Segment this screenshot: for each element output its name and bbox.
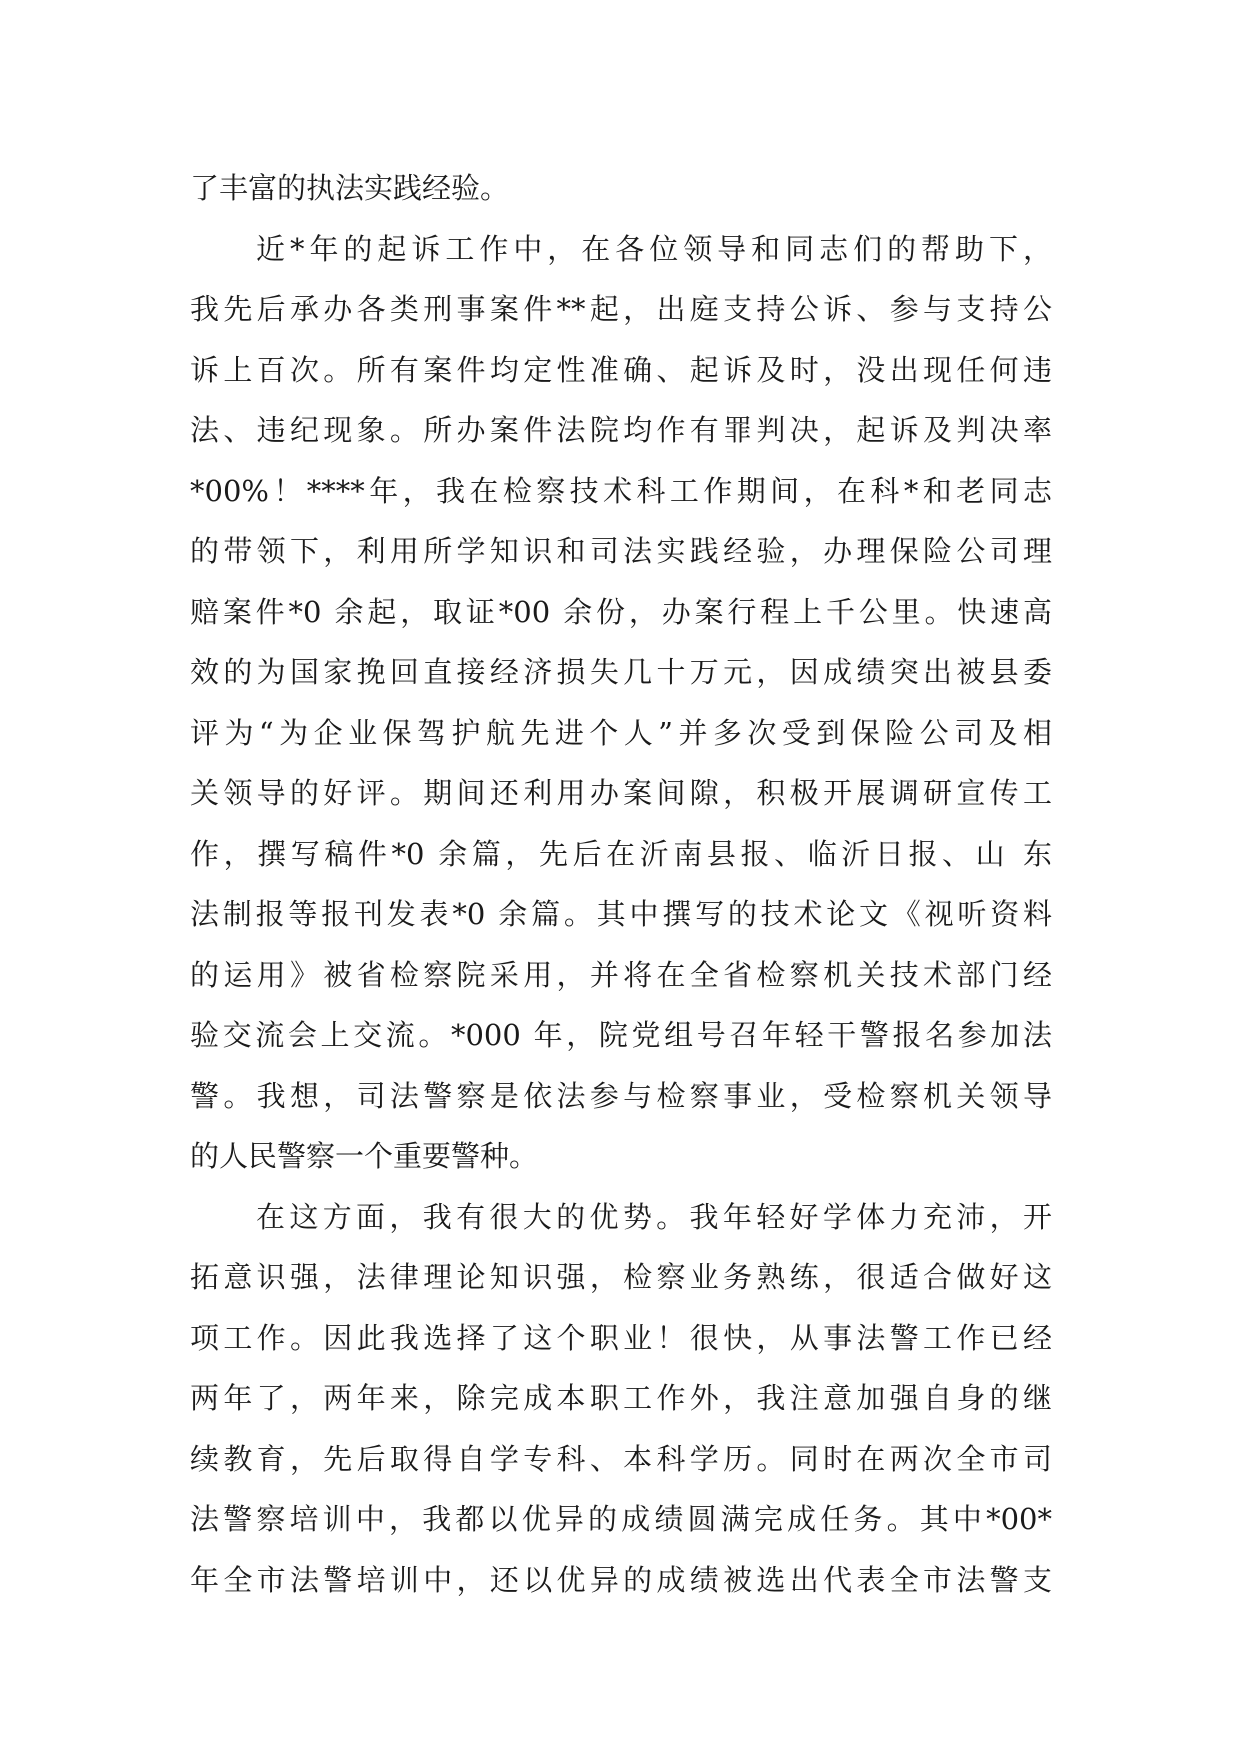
text-line: 了丰富的执法实践经验。 <box>190 171 510 205</box>
text-line: 警。我想，司法警察是依法参与检察事业，受检察机关领导 <box>190 1078 1052 1113</box>
paragraph-last-line: 的人民警察一个重要警种。 <box>190 1139 539 1173</box>
text-line: 年全市法警培训中，还以优异的成绩被选出代表全市法警支 <box>190 1562 1052 1597</box>
text-line: 我先后承办各类刑事案件**起，出庭支持公诉、参与支持公 <box>190 292 1052 326</box>
paragraph-first-line: 近*年的起诉工作中，在各位领导和同志们的帮助下， <box>256 231 1052 266</box>
text-line: 评为“为企业保驾护航先进个人”并多次受到保险公司及相 <box>190 715 1052 750</box>
text-line: 拓意识强，法律理论知识强，检察业务熟练，很适合做好这 <box>190 1260 1052 1294</box>
text-line: *00%！****年，我在检察技术科工作期间，在科*和老同志 <box>190 473 1052 508</box>
text-line: 法警察培训中，我都以优异的成绩圆满完成任务。其中*00* <box>190 1502 1052 1536</box>
text-line: 赔案件*0 余起，取证*00 余份，办案行程上千公里。快速高 <box>190 594 1052 629</box>
text-line: 诉上百次。所有案件均定性准确、起诉及时，没出现任何违 <box>190 352 1052 387</box>
paragraph-first-line: 在这方面，我有很大的优势。我年轻好学体力充沛，开 <box>256 1199 1052 1234</box>
text-line: 的运用》被省检察院采用，并将在全省检察机关技术部门经 <box>190 957 1052 992</box>
text-line: 两年了，两年来，除完成本职工作外，我注意加强自身的继 <box>190 1381 1052 1415</box>
text-line: 效的为国家挽回直接经济损失几十万元，因成绩突出被县委 <box>190 655 1052 689</box>
text-line: 法、违纪现象。所办案件法院均作有罪判决，起诉及判决率 <box>190 413 1052 447</box>
text-line: 项工作。因此我选择了这个职业！很快，从事法警工作已经 <box>190 1320 1052 1355</box>
text-line: 作，撰写稿件*0 余篇，先后在沂南县报、临沂日报、山 东 <box>190 836 1052 871</box>
text-line: 法制报等报刊发表*0 余篇。其中撰写的技术论文《视听资料 <box>190 897 1052 931</box>
text-line: 验交流会上交流。*000 年，院党组号召年轻干警报名参加法 <box>190 1018 1052 1052</box>
text-line: 的带领下，利用所学知识和司法实践经验，办理保险公司理 <box>190 534 1052 568</box>
text-line: 关领导的好评。期间还利用办案间隙，积极开展调研宣传工 <box>190 776 1052 810</box>
document-body <box>190 158 1052 1610</box>
text-line: 续教育，先后取得自学专科、本科学历。同时在两次全市司 <box>190 1441 1052 1476</box>
